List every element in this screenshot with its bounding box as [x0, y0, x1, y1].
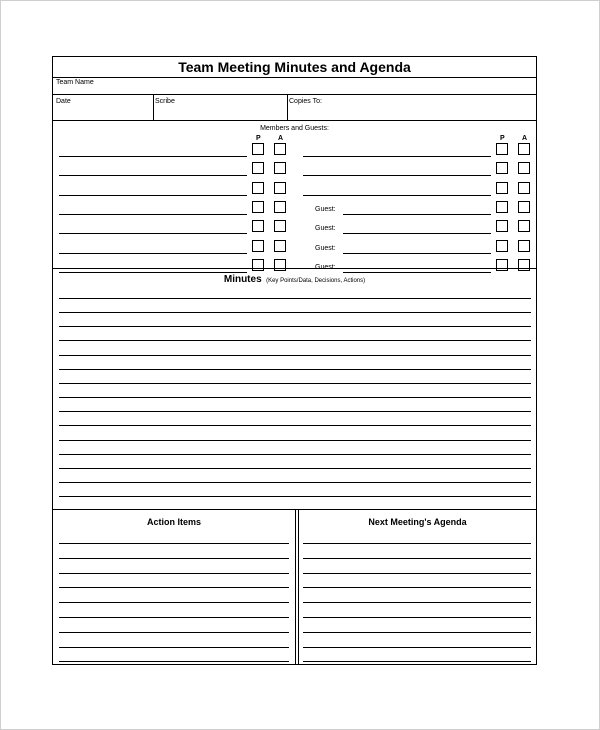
date-label: Date — [56, 98, 71, 105]
absent-col-left: A — [278, 135, 284, 142]
minutes-line[interactable] — [59, 397, 531, 398]
divider — [295, 509, 296, 664]
scribe-label: Scribe — [155, 98, 175, 105]
member-name-line[interactable] — [303, 175, 491, 176]
minutes-line[interactable] — [59, 369, 531, 370]
absent-checkbox[interactable] — [274, 162, 286, 174]
action-item-line[interactable] — [59, 647, 289, 648]
present-checkbox[interactable] — [252, 182, 264, 194]
agenda-line[interactable] — [303, 617, 531, 618]
divider — [287, 94, 288, 120]
absent-checkbox[interactable] — [518, 143, 530, 155]
minutes-line[interactable] — [59, 383, 531, 384]
action-item-line[interactable] — [59, 587, 289, 588]
absent-checkbox[interactable] — [518, 162, 530, 174]
member-name-line[interactable] — [59, 214, 247, 215]
action-item-line[interactable] — [59, 617, 289, 618]
minutes-line[interactable] — [59, 312, 531, 313]
action-item-line[interactable] — [59, 632, 289, 633]
divider — [153, 94, 154, 120]
member-name-line[interactable] — [59, 233, 247, 234]
agenda-line[interactable] — [303, 587, 531, 588]
agenda-line[interactable] — [303, 543, 531, 544]
absent-col-right: A — [522, 135, 528, 142]
present-checkbox[interactable] — [496, 201, 508, 213]
action-item-line[interactable] — [59, 661, 289, 662]
present-checkbox[interactable] — [496, 240, 508, 252]
member-name-line[interactable] — [59, 253, 247, 254]
guest-label: Guest: — [315, 263, 336, 271]
action-item-line[interactable] — [59, 543, 289, 544]
agenda-line[interactable] — [303, 573, 531, 574]
present-checkbox[interactable] — [252, 240, 264, 252]
agenda-line[interactable] — [303, 647, 531, 648]
minutes-line[interactable] — [59, 440, 531, 441]
absent-checkbox[interactable] — [274, 240, 286, 252]
minutes-line[interactable] — [59, 482, 531, 483]
divider — [53, 120, 536, 121]
action-item-line[interactable] — [59, 573, 289, 574]
action-items-label: Action Items — [146, 517, 201, 527]
guest-label: Guest: — [315, 244, 336, 252]
minutes-line[interactable] — [59, 411, 531, 412]
present-checkbox[interactable] — [252, 162, 264, 174]
meeting-form — [52, 56, 537, 665]
member-name-line[interactable] — [59, 175, 247, 176]
minutes-line[interactable] — [59, 326, 531, 327]
minutes-line[interactable] — [59, 454, 531, 455]
absent-checkbox[interactable] — [274, 182, 286, 194]
guest-name-line[interactable] — [343, 233, 491, 234]
members-label: Members and Guests: — [260, 125, 329, 132]
guest-name-line[interactable] — [343, 214, 491, 215]
divider — [298, 509, 299, 664]
guest-label: Guest: — [315, 225, 336, 233]
minutes-line[interactable] — [59, 496, 531, 497]
absent-checkbox[interactable] — [274, 143, 286, 155]
member-name-line[interactable] — [59, 156, 247, 157]
present-checkbox[interactable] — [496, 143, 508, 155]
present-checkbox[interactable] — [496, 162, 508, 174]
absent-checkbox[interactable] — [518, 240, 530, 252]
agenda-line[interactable] — [303, 632, 531, 633]
minutes-line[interactable] — [59, 468, 531, 469]
agenda-line[interactable] — [303, 602, 531, 603]
absent-checkbox[interactable] — [274, 220, 286, 232]
guest-label: Guest: — [315, 205, 336, 213]
present-col-right: P — [500, 135, 505, 142]
minutes-subtitle: (Key Points/Data, Decisions, Actions) — [266, 278, 366, 284]
present-checkbox[interactable] — [496, 220, 508, 232]
minutes-line[interactable] — [59, 355, 531, 356]
action-item-line[interactable] — [59, 558, 289, 559]
present-checkbox[interactable] — [252, 143, 264, 155]
present-col-left: P — [256, 135, 261, 142]
team-name-label: Team Name — [56, 79, 94, 86]
present-checkbox[interactable] — [252, 220, 264, 232]
present-checkbox[interactable] — [252, 201, 264, 213]
absent-checkbox[interactable] — [518, 182, 530, 194]
copies-to-label: Copies To: — [289, 98, 322, 105]
agenda-line[interactable] — [303, 558, 531, 559]
agenda-line[interactable] — [303, 661, 531, 662]
divider — [53, 77, 536, 78]
guest-name-line[interactable] — [343, 253, 491, 254]
member-name-line[interactable] — [303, 195, 491, 196]
minutes-line[interactable] — [59, 298, 531, 299]
divider — [53, 94, 536, 95]
form-title: Team Meeting Minutes and Agenda — [178, 59, 411, 75]
absent-checkbox[interactable] — [274, 201, 286, 213]
minutes-line[interactable] — [59, 340, 531, 341]
member-name-line[interactable] — [303, 156, 491, 157]
absent-checkbox[interactable] — [518, 220, 530, 232]
minutes-line[interactable] — [59, 425, 531, 426]
present-checkbox[interactable] — [496, 182, 508, 194]
minutes-header — [53, 271, 536, 288]
minutes-label: Minutes — [223, 274, 262, 285]
member-name-line[interactable] — [59, 195, 247, 196]
absent-checkbox[interactable] — [518, 201, 530, 213]
action-item-line[interactable] — [59, 602, 289, 603]
next-agenda-label: Next Meeting's Agenda — [368, 517, 467, 527]
divider — [53, 268, 536, 269]
